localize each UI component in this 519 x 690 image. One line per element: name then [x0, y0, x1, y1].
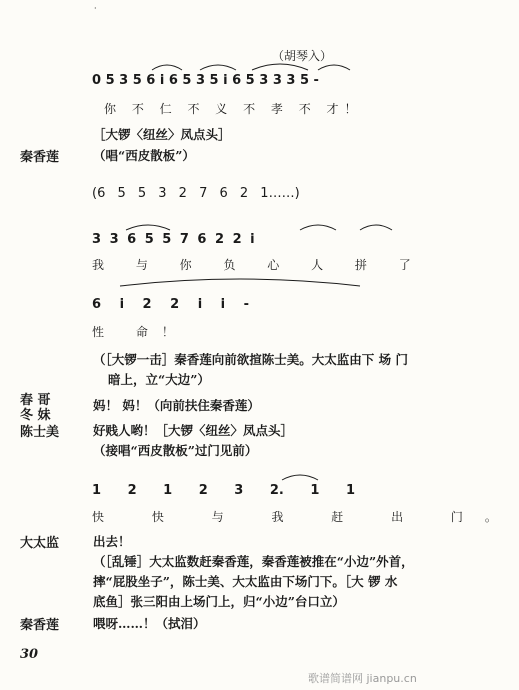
stage-direction-2a: （［乱锤］大太监数赶秦香莲，秦香莲被推在“小边”外首，: [93, 554, 414, 569]
chun-line-text: 妈！ 妈！（向前扶住秦香莲）: [93, 398, 260, 413]
cue-luogu-1: ［大锣〈纽丝〉凤点头］: [93, 127, 231, 142]
stray-mark: ·: [94, 4, 97, 13]
stage-direction-1a: （［大锣一击］秦香莲向前欲揎陈士美。大太监由下 场 门: [93, 352, 408, 367]
slur: [126, 225, 170, 230]
score2-lyrics: 我 与 你 负 心 人 拼 了: [92, 258, 425, 272]
slur: [152, 65, 182, 70]
qin-line-2-text: 喂呀……！（拭泪）: [93, 616, 206, 631]
slur: [252, 64, 308, 70]
slur: [200, 65, 236, 70]
stage-direction-2b: 摔“屁股坐子”，陈士美、大太监由下场门下。［大 锣 水: [93, 574, 398, 589]
role-qin-xianglian-2: 秦香莲: [20, 618, 60, 633]
chen-line-2: （接唱“西皮散板”过门见前）: [93, 443, 258, 458]
role-chen-shimei: 陈士美: [20, 425, 60, 440]
slur: [318, 65, 350, 70]
score3-lyrics: 快 快 与 我 赶 出 门。: [92, 510, 519, 524]
role-eunuch: 大太监: [20, 536, 60, 551]
score3-notes: 1 2 1 2 3 2. 1 1: [92, 483, 355, 498]
slur: [120, 279, 360, 286]
score2-notes2: 6 i 2 2 i i -: [92, 297, 250, 312]
slur: [360, 225, 392, 230]
score1-notes: 0 5 3 5 6 i 6 5 3 5 i 6 5 3 3 3 5 -: [92, 73, 319, 88]
score2-notes: 3 3 6 5 5 7 6 2 2 i: [92, 232, 255, 247]
chen-line-text: 好贱人哟！［大锣〈纽丝〉凤点头］: [93, 423, 294, 438]
score1-cue: （胡琴入）: [272, 49, 333, 63]
qin-line-1-text: （唱“西皮散板”）: [93, 148, 195, 163]
page-number: 30: [20, 647, 39, 662]
score2-intro: (6 5 5 3 2 7 6 2 1……): [92, 186, 300, 201]
watermark: 歌谱简谱网 jianpu.cn: [308, 672, 417, 685]
slur: [300, 225, 336, 230]
role-dongmei: 冬 妹: [20, 408, 51, 423]
score2-lyrics2: 性 命！: [92, 325, 188, 339]
eunuch-line-text: 出去！: [93, 534, 131, 549]
role-qin-xianglian-1: 秦香莲: [20, 150, 60, 165]
score1-lyrics: 你 不 仁 不 义 不 孝 不 才！: [104, 102, 363, 116]
stage-direction-2c: 底鱼］张三阳由上场门上，归“小边”台口立）: [93, 594, 345, 609]
role-chunge: 春 哥: [20, 393, 51, 408]
stage-direction-1b: 暗上，立“大边”）: [108, 372, 210, 387]
slur: [282, 475, 318, 480]
